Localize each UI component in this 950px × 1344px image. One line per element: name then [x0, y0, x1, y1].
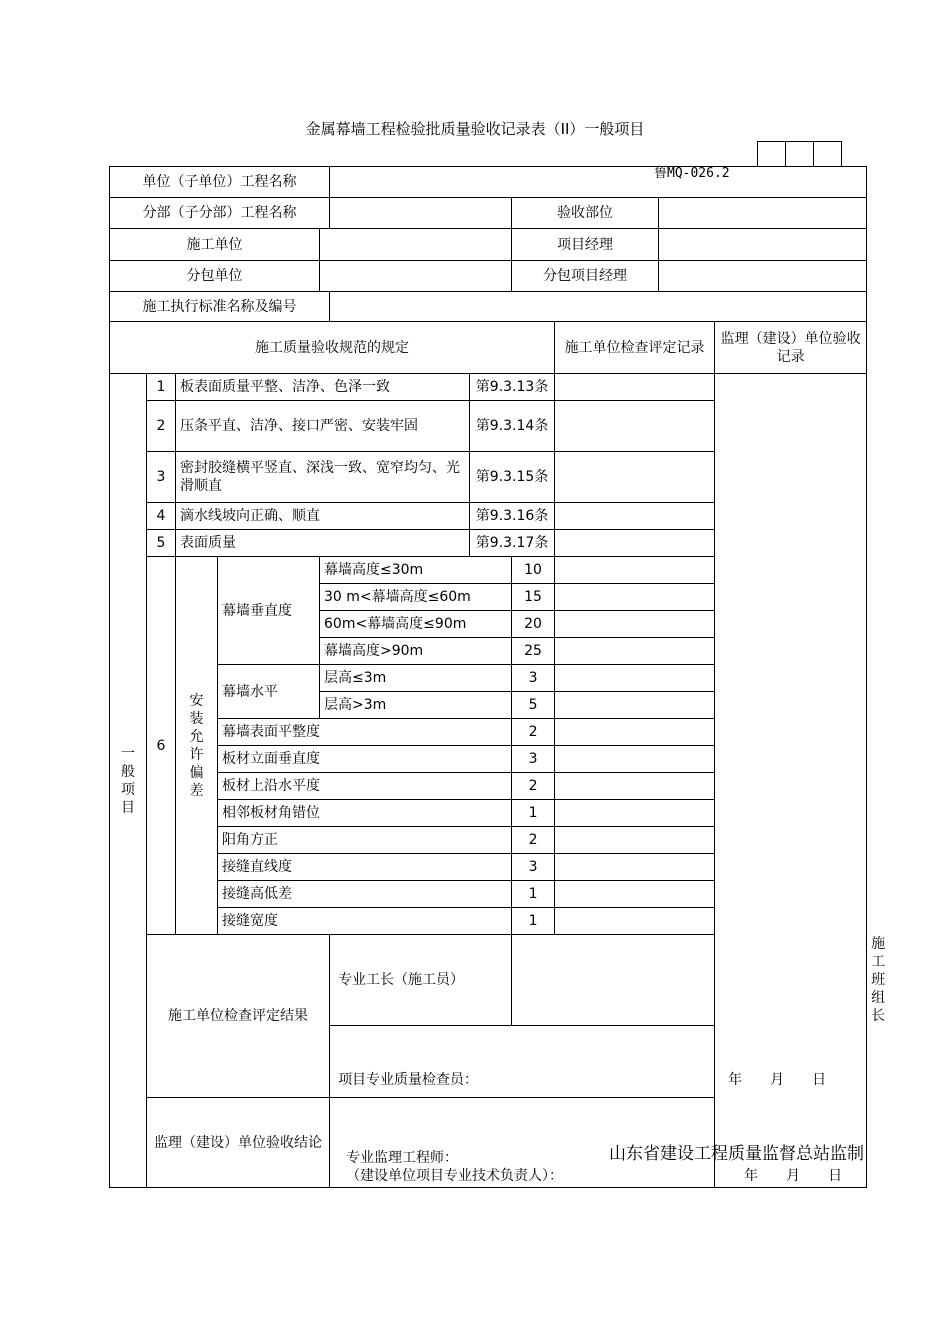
project-manager-value[interactable]	[659, 229, 867, 261]
sub-project-label: 分部（子分部）工程名称	[110, 198, 330, 229]
item-clause: 第9.3.17条	[470, 530, 555, 557]
tolerance-record[interactable]	[555, 611, 715, 638]
horizontal-label: 幕墙水平	[218, 665, 320, 719]
contractor-date: 年 月 日	[728, 1072, 827, 1088]
inspector-label: 项目专业质量检查员：	[338, 1072, 479, 1088]
tolerance-value: 2	[512, 719, 555, 746]
item-no: 5	[147, 530, 176, 557]
spec-column-header: 施工质量验收规范的规定	[110, 322, 555, 374]
item-no: 4	[147, 503, 176, 530]
item-record[interactable]	[555, 401, 715, 452]
contractor-value[interactable]	[320, 229, 512, 261]
tolerance-value: 1	[512, 908, 555, 935]
item-record[interactable]	[555, 530, 715, 557]
tolerance-item: 相邻板材角错位	[218, 800, 512, 827]
tolerance-record[interactable]	[555, 584, 715, 611]
item-no: 3	[147, 452, 176, 503]
tolerance-record[interactable]	[555, 665, 715, 692]
inspection-form: 单位（子单位）工程名称 分部（子分部）工程名称 验收部位 施工单位 项目经理 分包单位 分包项目经理 施工执行标准名称及编号 施工质量验收规范的规定 施工单位检查评定记录 监理（建设）单位验收记录 一般项目 1 板表面质量平整、洁净、色泽一致 第9.3.13条 2 压条平直、洁净、接口严密、安装牢固 第9.3.14条 3 密封胶缝横平竖直、深浅一致、宽窄均匀、光滑顺直 第9.3.15条 4 滴水线坡向正确、顺直 第9.3.16条 5 表面质量 第9.3.17条 6 安装允许偏差 幕墙垂直度 幕墙高度≤30m 10 30 m<幕墙高度≤60m 15 60m<幕墙高度≤90m 20 幕墙高度>90m 25 幕墙水平 层高≤3m 3 层高>3m 5 幕墙表面平整度 2 板材立面垂直度 3 板材上沿水平度 2 相邻板材角错位 1 阳角方正 2 接缝直线度 3 接缝高低差 1 接缝宽度 1 施工单位检查评定结果 专业工长（施工员） 施工班组长 项目专业质量检查员： 年 月 日 监理（建设）单位验收结论 专业监理工程师： （建设单位项目专业技术负责人）： 年 月 日	[109, 166, 867, 1188]
subcontractor-label: 分包单位	[110, 261, 320, 292]
tolerance-group-text: 安装允许偏差	[189, 692, 204, 799]
vertical-label: 幕墙垂直度	[218, 557, 320, 665]
tolerance-record[interactable]	[555, 773, 715, 800]
tolerance-item: 接缝直线度	[218, 854, 512, 881]
foreman-label: 专业工长（施工员）	[330, 935, 512, 1026]
tolerance-item: 幕墙表面平整度	[218, 719, 512, 746]
contractor-record-header: 施工单位检查评定记录	[555, 322, 715, 374]
tolerance-condition: 层高≤3m	[320, 665, 512, 692]
foreman-value[interactable]	[512, 935, 715, 1026]
contractor-label: 施工单位	[110, 229, 320, 261]
code-boxes	[757, 141, 842, 167]
item-clause: 第9.3.14条	[470, 401, 555, 452]
tolerance-value: 2	[512, 773, 555, 800]
sub-project-value[interactable]	[330, 198, 512, 229]
tolerance-record[interactable]	[555, 719, 715, 746]
tolerance-item: 阳角方正	[218, 827, 512, 854]
item-no: 2	[147, 401, 176, 452]
tolerance-record[interactable]	[555, 800, 715, 827]
item-record[interactable]	[555, 503, 715, 530]
standard-label: 施工执行标准名称及编号	[110, 292, 330, 322]
item-clause: 第9.3.13条	[470, 374, 555, 401]
section-label	[110, 374, 147, 1188]
tolerance-record[interactable]	[555, 908, 715, 935]
section-label-text: 一般项目	[121, 745, 135, 816]
tolerance-value: 15	[512, 584, 555, 611]
tolerance-value: 25	[512, 638, 555, 665]
tolerance-item: 板材上沿水平度	[218, 773, 512, 800]
unit-project-value[interactable]	[330, 167, 867, 198]
tolerance-value: 1	[512, 881, 555, 908]
item-record[interactable]	[555, 374, 715, 401]
tolerance-condition: 层高>3m	[320, 692, 512, 719]
tolerance-value: 10	[512, 557, 555, 584]
tolerance-value: 5	[512, 692, 555, 719]
tolerance-value: 2	[512, 827, 555, 854]
form-code: 鲁MQ-026.2	[654, 166, 730, 181]
item-record[interactable]	[555, 452, 715, 503]
supervisor-record-header: 监理（建设）单位验收记录	[715, 322, 867, 374]
tolerance-condition: 60m<幕墙高度≤90m	[320, 611, 512, 638]
code-box[interactable]	[814, 142, 842, 167]
tolerance-value: 1	[512, 800, 555, 827]
tolerance-value: 3	[512, 746, 555, 773]
tolerance-record[interactable]	[555, 692, 715, 719]
standard-value[interactable]	[330, 292, 867, 322]
item-desc: 表面质量	[176, 530, 470, 557]
tolerance-record[interactable]	[555, 881, 715, 908]
supervisor-result-label: 监理（建设）单位验收结论	[147, 1098, 330, 1188]
tolerance-record[interactable]	[555, 746, 715, 773]
footer: 山东省建设工程质量监督总站监制	[609, 1144, 864, 1164]
project-manager-label: 项目经理	[512, 229, 659, 261]
tolerance-value: 3	[512, 665, 555, 692]
contractor-result-label: 施工单位检查评定结果	[147, 935, 330, 1098]
tolerance-value: 20	[512, 611, 555, 638]
item-desc: 板表面质量平整、洁净、色泽一致	[176, 374, 470, 401]
tolerance-item: 接缝宽度	[218, 908, 512, 935]
acceptance-part-value[interactable]	[659, 198, 867, 229]
sub-project-manager-value[interactable]	[659, 261, 867, 292]
item-clause: 第9.3.16条	[470, 503, 555, 530]
acceptance-part-label: 验收部位	[512, 198, 659, 229]
code-box[interactable]	[758, 142, 786, 167]
sub-project-manager-label: 分包项目经理	[512, 261, 659, 292]
tolerance-record[interactable]	[555, 557, 715, 584]
tolerance-condition: 30 m<幕墙高度≤60m	[320, 584, 512, 611]
subcontractor-value[interactable]	[320, 261, 512, 292]
code-box[interactable]	[786, 142, 814, 167]
item-clause: 第9.3.15条	[470, 452, 555, 503]
tolerance-record[interactable]	[555, 827, 715, 854]
item-no: 1	[147, 374, 176, 401]
tolerance-condition: 幕墙高度>90m	[320, 638, 512, 665]
tolerance-group-label	[176, 557, 218, 935]
item-desc: 压条平直、洁净、接口严密、安装牢固	[176, 401, 470, 452]
owner-label: （建设单位项目专业技术负责人）：	[346, 1168, 564, 1184]
supervisor-engineer-label: 专业监理工程师：	[346, 1150, 459, 1166]
item-desc: 密封胶缝横平竖直、深浅一致、宽窄均匀、光滑顺直	[176, 452, 470, 503]
item-desc: 滴水线坡向正确、顺直	[176, 503, 470, 530]
unit-project-label: 单位（子单位）工程名称	[110, 167, 330, 198]
page-title: 金属幕墙工程检验批质量验收记录表（II）一般项目	[305, 120, 645, 138]
tolerance-item: 板材立面垂直度	[218, 746, 512, 773]
tolerance-condition: 幕墙高度≤30m	[320, 557, 512, 584]
contractor-result-body[interactable]	[330, 1026, 867, 1098]
tolerance-value: 3	[512, 854, 555, 881]
tolerance-item: 接缝高低差	[218, 881, 512, 908]
item-no: 6	[147, 557, 176, 935]
tolerance-record[interactable]	[555, 854, 715, 881]
supervisor-date: 年 月 日	[744, 1168, 843, 1184]
tolerance-record[interactable]	[555, 638, 715, 665]
